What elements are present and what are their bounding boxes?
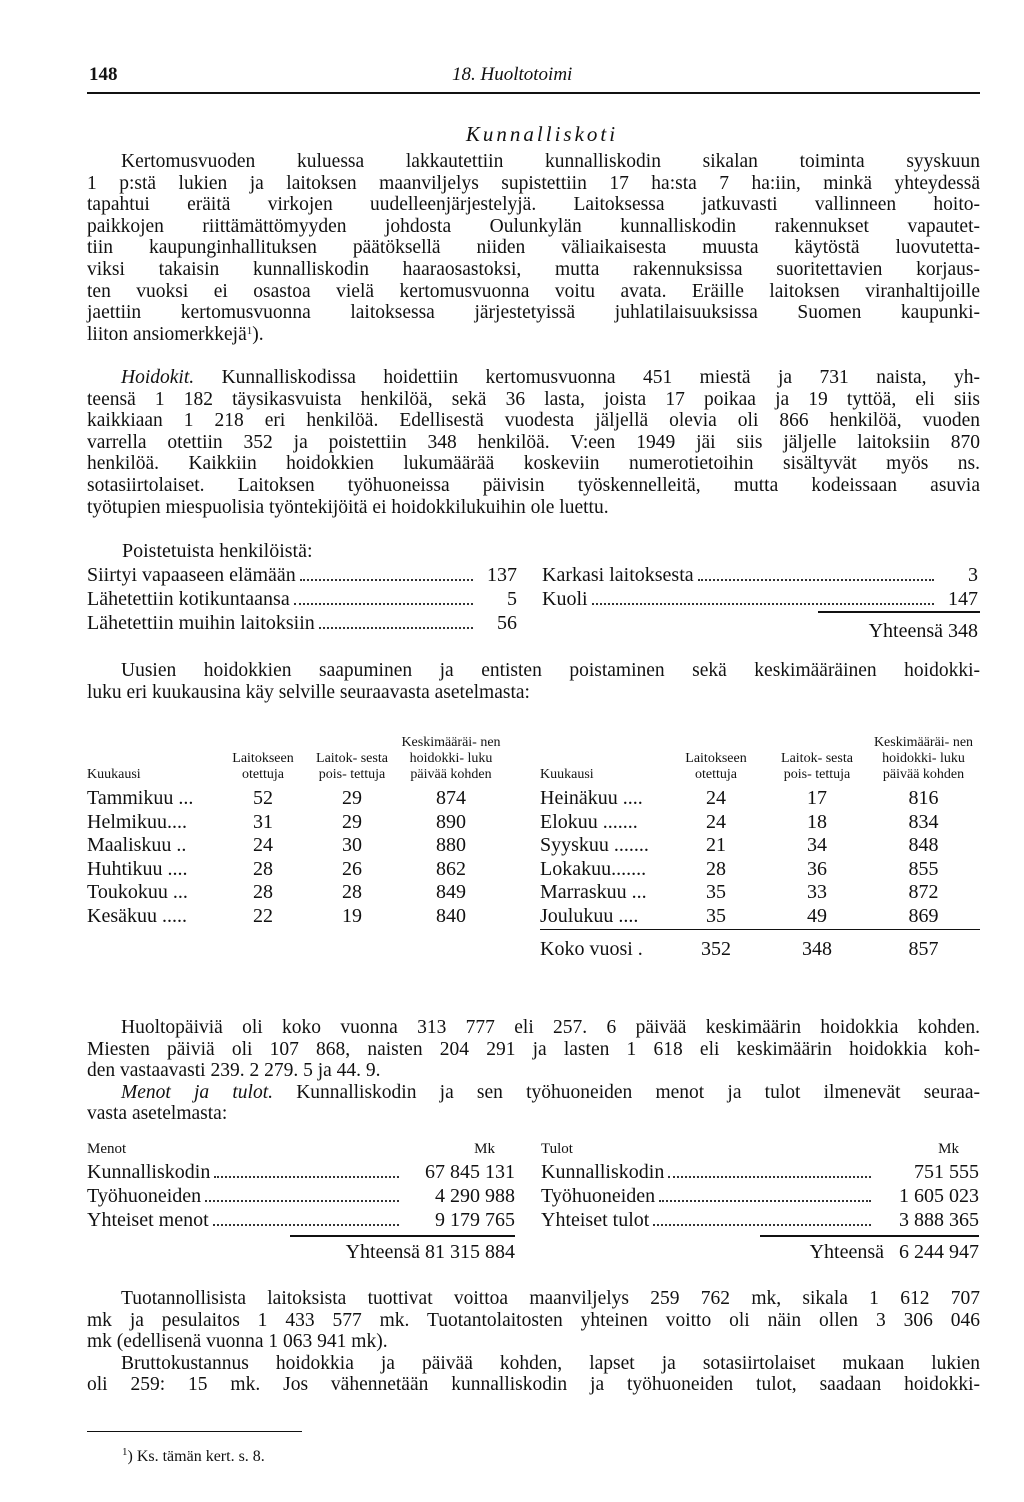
text-line: paikkojen riittämättömyyden johdosta Oulunkylän kunnalliskodin rakennukset vapautet- bbox=[87, 215, 980, 237]
cell: 880 bbox=[436, 834, 466, 857]
text-line: tapahtui eräitä virkojen uudelleenjärjestelyjä. Laitoksessa jatkuvasti vallinneen hoito- bbox=[87, 194, 980, 216]
cell: 816 bbox=[908, 787, 939, 809]
cell: 24 bbox=[706, 810, 726, 833]
cell: 348 bbox=[802, 937, 832, 960]
cell: 19 bbox=[342, 904, 362, 927]
cell: 52 bbox=[253, 787, 273, 809]
row-label: Siirtyi vapaaseen elämään bbox=[87, 564, 296, 586]
cell: 890 bbox=[436, 810, 466, 833]
cell: 35 bbox=[706, 881, 726, 904]
income-unit: Mk bbox=[938, 1141, 959, 1157]
cell: Tammikuu ... bbox=[87, 787, 194, 809]
table-row bbox=[87, 811, 507, 835]
cell: 29 bbox=[342, 787, 362, 809]
header-rule bbox=[87, 92, 980, 94]
row-label: Yhteiset tulot bbox=[541, 1209, 650, 1231]
leader-dots bbox=[653, 1224, 871, 1226]
leader-dots bbox=[214, 1176, 399, 1178]
expense-row bbox=[87, 1184, 515, 1208]
income-row bbox=[541, 1208, 979, 1232]
cell: 869 bbox=[867, 905, 980, 929]
removed-right-list bbox=[542, 563, 978, 611]
table-row bbox=[540, 834, 980, 858]
text-line: Uusien hoidokkien saapuminen ja entisten poistaminen sekä keskimääräinen hoidokki- bbox=[121, 660, 980, 681]
text-fragment: ). bbox=[252, 323, 264, 345]
cell: 28 bbox=[706, 857, 726, 880]
section-title: Kunnalliskoti bbox=[465, 122, 619, 146]
table-row bbox=[87, 881, 507, 905]
cell: Elokuu ....... bbox=[540, 810, 638, 833]
cell: 49 bbox=[767, 905, 867, 929]
row-label: Työhuoneiden bbox=[541, 1185, 656, 1207]
cell: 36 bbox=[807, 857, 827, 880]
cell: Kesäkuu ..... bbox=[87, 904, 187, 927]
row-value: 67 845 131 bbox=[425, 1161, 515, 1183]
table-row bbox=[540, 881, 980, 905]
cell: 21 bbox=[706, 834, 726, 857]
cell: 29 bbox=[342, 810, 362, 833]
hoidokit-paragraph bbox=[87, 367, 980, 518]
expense-row bbox=[87, 1208, 515, 1232]
cell: 24 bbox=[706, 787, 726, 809]
text-fragment: liiton ansiomerkkejä bbox=[87, 323, 247, 345]
expenses-table bbox=[87, 1138, 515, 1232]
text-line: Kertomusvuoden kuluessa lakkautettiin kunnalliskodin sikalan toiminta syyskuun bbox=[121, 151, 980, 172]
row-value: 1 605 023 bbox=[899, 1185, 979, 1207]
cell: Joulukuu .... bbox=[540, 905, 665, 929]
row-value: 3 888 365 bbox=[899, 1209, 979, 1231]
row-label: Kunnalliskodin bbox=[87, 1161, 211, 1183]
expenses-total bbox=[290, 1241, 515, 1264]
cell: 834 bbox=[908, 810, 939, 833]
text-line: Bruttokustannus hoidokkia ja päivää kohden, lapset ja sotasiirtolaiset mukaan lukien bbox=[121, 1352, 980, 1374]
col-header-discharged: Laitok- sesta pois- tettuja bbox=[316, 751, 388, 782]
footnote-text: ) Ks. tämän kert. s. 8. bbox=[127, 1448, 265, 1465]
text-line: mk (edellisenä vuonna 1 063 941 mk). bbox=[87, 1331, 388, 1353]
table-total-row bbox=[540, 929, 980, 961]
removed-heading: Poistetuista henkilöistä: bbox=[122, 540, 313, 562]
total-label: Yhteensä bbox=[868, 620, 943, 642]
expenses-unit: Mk bbox=[474, 1141, 495, 1157]
cell: 872 bbox=[908, 881, 939, 904]
hoidokit-heading: Hoidokit. bbox=[121, 367, 195, 388]
row-value: 4 290 988 bbox=[435, 1185, 515, 1207]
removed-left-list bbox=[87, 563, 517, 635]
cell: 17 bbox=[807, 787, 827, 809]
cell: 30 bbox=[342, 834, 362, 857]
cell: 28 bbox=[253, 857, 273, 880]
text-line: kaikkiaan 1 218 eri henkilöä. Edellisestä vuodesta jäljellä olevia oli 866 henkilöä, vuoden bbox=[87, 410, 980, 432]
cell: 34 bbox=[807, 834, 827, 857]
removed-total-rule bbox=[818, 611, 980, 613]
expense-row bbox=[87, 1160, 515, 1184]
cell: 352 bbox=[701, 937, 731, 960]
text-line: den vastaavasti 239. 2 279. 5 ja 44. 9. bbox=[87, 1060, 381, 1082]
cell: 22 bbox=[253, 904, 273, 927]
text-line bbox=[87, 1082, 980, 1104]
row-value: 5 bbox=[507, 588, 517, 610]
leader-dots bbox=[592, 603, 934, 605]
row-label: Yhteiset menot bbox=[87, 1209, 209, 1231]
text-line: teensä 1 182 täysikasvuista henkilöä, sekä 36 lasta, joista 17 poikaa ja 19 tyttöä, eli siis bbox=[87, 388, 980, 410]
leader-dots bbox=[698, 579, 934, 581]
row-label: Työhuoneiden bbox=[87, 1185, 202, 1207]
col-header-admitted: Laitokseen otettuja bbox=[685, 751, 747, 782]
cell: Syyskuu ....... bbox=[540, 834, 649, 857]
row-label: Kunnalliskodin bbox=[541, 1161, 665, 1183]
cell: Huhtikuu .... bbox=[87, 857, 188, 880]
row-label: Lähetettiin kotikuntaansa bbox=[87, 588, 290, 610]
row-value: 147 bbox=[948, 588, 978, 610]
col-header-average: Keskimääräi- nen hoidokki- luku päivää kohden bbox=[401, 735, 501, 782]
cell: 33 bbox=[807, 881, 827, 904]
total-value: 348 bbox=[948, 620, 978, 642]
row-label: Kuoli bbox=[542, 588, 588, 610]
monthly-table-left bbox=[87, 735, 507, 929]
cell: 862 bbox=[436, 857, 466, 880]
removed-row bbox=[87, 563, 517, 587]
text-line: 1 p:stä lukien ja laitoksen maanviljelys supistettiin 17 ha:sta 7 ha:iin, minkä yhteydessä bbox=[87, 172, 980, 194]
col-header-discharged: Laitok- sesta pois- tettuja bbox=[781, 751, 853, 782]
table-row bbox=[540, 787, 980, 811]
table-row bbox=[87, 905, 507, 929]
row-value: 3 bbox=[968, 564, 978, 586]
text-line: jaettiin kertomusvuonna laitoksessa järjestetyissä juhlatilaisuuksissa Suomen kaupunki- bbox=[87, 302, 980, 324]
text-line bbox=[87, 367, 980, 389]
text-line: työtupien miespuolisia työntekijöitä ei hoidokkilukuihin ole luettu. bbox=[87, 496, 609, 518]
income-table bbox=[541, 1138, 979, 1232]
row-value: 751 555 bbox=[914, 1161, 979, 1183]
running-header: 18. Huoltotoimi bbox=[452, 64, 573, 85]
cell: 849 bbox=[436, 881, 466, 904]
removed-total bbox=[818, 620, 978, 643]
expenses-total-rule bbox=[290, 1235, 515, 1237]
row-label: Lähetettiin muihin laitoksiin bbox=[87, 612, 315, 634]
total-label: Yhteensä bbox=[345, 1241, 420, 1263]
text-line: Huoltopäiviä oli koko vuonna 313 777 eli 257. 6 päivää keskimäärin hoidokkia kohden. bbox=[121, 1017, 980, 1038]
removed-row bbox=[542, 587, 978, 611]
row-label: Karkasi laitoksesta bbox=[542, 564, 694, 586]
text-line: sotasiirtolaiset. Laitoksen työhuoneissa päivisin työskennelleitä, mutta kodeissaan asuvia bbox=[87, 474, 980, 496]
text-line: henkilöä. Kaikkiin hoidokkien lukumäärää koskeviin numerotietoihin sisältyvät myös ns. bbox=[87, 453, 980, 475]
income-title: Tulot bbox=[541, 1141, 573, 1157]
cell: 874 bbox=[436, 787, 466, 809]
table-row bbox=[540, 858, 980, 882]
text-line: viksi takaisin kunnalliskodin haaraosastoksi, mutta rakennuksissa suoritettavien korjaus- bbox=[87, 258, 980, 280]
footnote-mark: 1 bbox=[122, 1446, 128, 1458]
text-line: Tuotannollisista laitoksista tuottivat voittoa maanviljelys 259 762 mk, sikala 1 612 707 bbox=[121, 1288, 980, 1309]
cell: Helmikuu.... bbox=[87, 810, 187, 833]
intro-paragraph bbox=[87, 151, 980, 345]
cell: 855 bbox=[908, 857, 939, 880]
removed-row bbox=[87, 587, 517, 611]
col-header-average: Keskimääräi- nen hoidokki- luku päivää kohden bbox=[873, 735, 974, 782]
care-days-text bbox=[87, 1017, 980, 1125]
col-header-admitted: Laitokseen otettuja bbox=[232, 751, 294, 782]
cell: Koko vuosi . bbox=[540, 937, 643, 960]
leader-dots bbox=[300, 579, 473, 581]
cell: 24 bbox=[253, 834, 273, 857]
page-number: 148 bbox=[89, 64, 118, 85]
row-value: 56 bbox=[497, 612, 517, 634]
table-row bbox=[540, 905, 980, 929]
text-line: ten vuoksi ei osastoa vielä kertomusvuonna voitu avata. Eräille laitoksen viranhaltijoille bbox=[87, 280, 980, 302]
text-line: vasta asetelmasta: bbox=[87, 1103, 228, 1125]
cell: Heinäkuu .... bbox=[540, 787, 643, 809]
cell: 857 bbox=[908, 937, 939, 960]
total-label: Yhteensä bbox=[809, 1241, 884, 1263]
leader-dots bbox=[294, 603, 473, 605]
cell: 31 bbox=[253, 810, 273, 833]
table-row bbox=[87, 787, 507, 811]
footnote-ref: 1 bbox=[246, 324, 253, 337]
menot-heading: Menot ja tulot. bbox=[121, 1081, 274, 1103]
monthly-intro-paragraph bbox=[87, 660, 980, 703]
col-header-month: Kuukausi bbox=[87, 767, 141, 782]
text-line: mk ja pesulaitos 1 433 577 mk. Tuotantolaitosten yhteinen voitto oli näin ollen 3 306 046 bbox=[87, 1309, 980, 1331]
table-row bbox=[540, 811, 980, 835]
text-line: luku eri kuukausina käy selville seuraavasta asetelmasta: bbox=[87, 681, 530, 703]
footnote-rule bbox=[87, 1431, 302, 1432]
cell: 28 bbox=[342, 881, 362, 904]
col-header-month: Kuukausi bbox=[540, 767, 594, 782]
profit-paragraph bbox=[87, 1288, 980, 1396]
text-line: varrella otettiin 352 ja poistettiin 348 henkilöä. V:een 1949 jäi siis jäljelle laitoksiin 870 bbox=[87, 431, 980, 453]
cell: Maaliskuu .. bbox=[87, 834, 187, 857]
row-value: 137 bbox=[487, 564, 517, 586]
total-value: 6 244 947 bbox=[899, 1241, 979, 1263]
table-row bbox=[87, 858, 507, 882]
cell: 848 bbox=[908, 834, 939, 857]
cell: 35 bbox=[665, 905, 767, 929]
text-line: tiin kaupunginhallituksen päätöksellä niiden väliaikaisesta muusta käytöstä luovutetta- bbox=[87, 237, 980, 259]
monthly-table-right bbox=[540, 735, 980, 961]
leader-dots bbox=[659, 1200, 871, 1202]
text-line: oli 259: 15 mk. Jos vähennetään kunnalliskodin ja työhuoneiden tulot, saadaan hoidokki- bbox=[87, 1374, 980, 1396]
cell: Lokakuu....... bbox=[540, 857, 647, 880]
cell: Toukokuu ... bbox=[87, 881, 188, 904]
footnote bbox=[122, 1448, 265, 1466]
leader-dots bbox=[213, 1224, 399, 1226]
text-fragment: Kunnalliskodin ja sen työhuoneiden menot ja tulot ilmenevät seuraa- bbox=[296, 1081, 981, 1103]
total-value: 81 315 884 bbox=[425, 1241, 515, 1263]
cell: 840 bbox=[436, 904, 466, 927]
text-line: Miesten päiviä oli 107 868, naisten 204 291 ja lasten 1 618 eli keskimäärin hoidokkia koh- bbox=[87, 1038, 980, 1060]
income-total bbox=[700, 1241, 979, 1264]
table-row bbox=[87, 834, 507, 858]
row-value: 9 179 765 bbox=[435, 1209, 515, 1231]
leader-dots bbox=[319, 627, 473, 629]
leader-dots bbox=[668, 1176, 871, 1178]
income-row bbox=[541, 1184, 979, 1208]
expenses-title: Menot bbox=[87, 1141, 127, 1157]
cell: 18 bbox=[807, 810, 827, 833]
removed-row bbox=[87, 611, 517, 635]
removed-row bbox=[542, 563, 978, 587]
text-fragment: Kunnalliskodissa hoidettiin kertomusvuonna 451 miestä ja 731 naista, yh- bbox=[221, 367, 980, 388]
income-row bbox=[541, 1160, 979, 1184]
text-line bbox=[87, 324, 980, 346]
cell: 26 bbox=[342, 857, 362, 880]
income-total-rule bbox=[760, 1235, 979, 1237]
leader-dots bbox=[205, 1200, 399, 1202]
cell: 28 bbox=[253, 881, 273, 904]
cell: Marraskuu ... bbox=[540, 881, 647, 904]
